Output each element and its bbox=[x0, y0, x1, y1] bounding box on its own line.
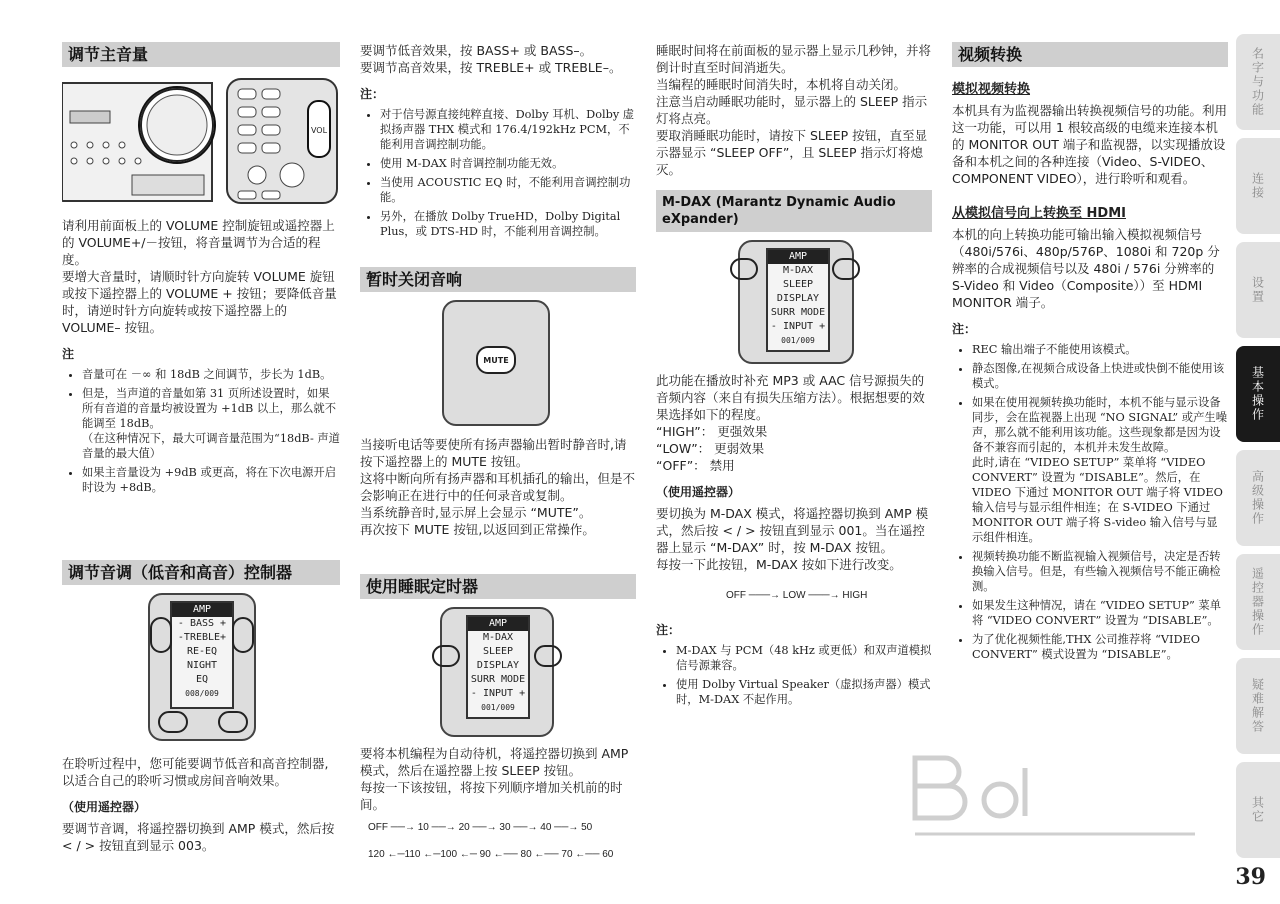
tone-notes bbox=[360, 107, 636, 239]
lcd-line: - BASS + bbox=[177, 618, 227, 629]
list-item: • M-DAX 与 PCM（48 kHz 或更低）和双声道模拟信号源兼容。 bbox=[676, 643, 932, 673]
tab-advanced-operation[interactable]: 高级操作 bbox=[1236, 450, 1280, 546]
sleep-sequence-top: OFF ──→ 10 ──→ 20 ──→ 30 ──→ 40 ──→ 50 bbox=[368, 822, 593, 833]
tone-note-heading: 注： bbox=[360, 87, 385, 101]
lcd-line: DISPLAY bbox=[776, 293, 820, 304]
mute-button-label: MUTE bbox=[483, 355, 509, 365]
lcd-line-amp: AMP bbox=[768, 250, 828, 264]
section-title-tone-control: 调节音调（低音和高音）控制器 bbox=[62, 560, 340, 585]
list-item: • 如果在使用视频转换功能时，本机不能与显示设备同步，会在监视器上出现 “NO SIGNAL” 或产生噪声，那么就不能利用该功能。这些现象都是因为设备不兼容而引起的，本机并未发生故障。 此时,请在 “VIDEO SETUP” 菜单将 “VIDEO CONVERT” 设置为 “DISABLE”。然后，在 VIDEO 下通过 MONITOR OUT 端子将 VIDEO 输入信号与显示组件相连；在 S-VIDEO 下通过 MONITOR OUT 端子将 S-video 输入信号与显示组件相连。 bbox=[972, 395, 1228, 545]
list-item: • 视频转换功能不断监视输入视频信号，决定是否转换输入信号。但是，有些输入视频信号不能正确检测。 bbox=[972, 549, 1228, 594]
tab-troubleshooting[interactable]: 疑难解答 bbox=[1236, 658, 1280, 754]
lcd-line-amp: AMP bbox=[172, 603, 232, 617]
mdax-paragraph: 此功能在播放时补充 MP3 或 AAC 信号源损失的音频内容（来自有损失压缩方法）。根据想要的效果选择如下的程度。 “HIGH”： 更强效果 “LOW”： 更弱效果 “OFF”： 禁用 bbox=[656, 373, 925, 473]
column-1 bbox=[62, 42, 340, 499]
highlight-left-button bbox=[730, 258, 758, 280]
lcd-line-amp: AMP bbox=[468, 617, 528, 631]
list-item: • 如果发生这种情况，请在 “VIDEO SETUP” 菜单将 “VIDEO CONVERT” 设置为 “DISABLE”。 bbox=[972, 598, 1228, 628]
list-item: • 如果主音量设为 +9dB 或更高，将在下次电源开启时设为 +8dB。 bbox=[82, 465, 340, 495]
highlight-left-button bbox=[432, 645, 460, 667]
section-title-mute: 暂时关闭音响 bbox=[360, 267, 636, 292]
tab-basic-operation[interactable]: 基本操作 bbox=[1236, 346, 1280, 442]
section-title-sleep: 使用睡眠定时器 bbox=[360, 574, 636, 599]
video-note-heading: 注： bbox=[952, 322, 977, 336]
section-title-mdax: M-DAX (Marantz Dynamic Audio eXpander) bbox=[656, 190, 932, 232]
remote-lcd bbox=[766, 248, 830, 352]
list-item: • 音量可在 －∞ 和 18dB 之间调节，步长为 1dB。 bbox=[82, 367, 340, 382]
remote-lcd bbox=[466, 615, 530, 719]
list-item: • 当使用 ACOUSTIC EQ 时，不能利用音调控制功能。 bbox=[380, 175, 636, 205]
mute-paragraph: 当接听电话等要使所有扬声器输出暂时静音时,请按下遥控器上的 MUTE 按钮。 这将中断向所有扬声器和耳机插孔的输出，但是不会影响正在进行中的任何录音或复制。 当系统静音时,显示屏上会显示 “MUTE”。 再次按下 MUTE 按钮,以返回到正常操作。 bbox=[360, 437, 636, 537]
sleep-sequence-bottom: 120 ←─110 ←─100 ←─ 90 ←── 80 ←── 70 ←── 60 bbox=[368, 849, 614, 860]
svg-text:VOL: VOL bbox=[310, 126, 328, 135]
list-item: • 另外，在播放 Dolby TrueHD，Dolby Digital Plus，或 DTS-HD 时，不能利用音调控制。 bbox=[380, 209, 636, 239]
main-volume-note-heading: 注 bbox=[62, 347, 75, 361]
list-item: • 对于信号源直接纯粹直接、Dolby 耳机、Dolby 虚拟扬声器 THX 模式和 176.4/192kHz PCM，不能利用音调控制功能。 bbox=[380, 107, 636, 152]
mdax-paragraph-2: 要切换为 M-DAX 模式，将遥控器切换到 AMP 模式，然后按 < / > 按钮直到显示 001。当在遥控器上显示 “M-DAX” 时，按 M-DAX 按钮。 每按一下此按钮，M-DAX 按如下进行改变。 bbox=[656, 506, 929, 572]
tab-other[interactable]: 其它 bbox=[1236, 762, 1280, 858]
analog-video-paragraph: 本机具有为监视器输出转换视频信号的功能。利用这一功能，可以用 1 根较高级的电缆来连接本机的 MONITOR OUT 端子和监视器，以实现播放设备和本机之间的各种连接（Video、S-VIDEO、COMPONENT VIDEO），进行聆听和观看。 bbox=[952, 103, 1228, 186]
main-volume-paragraph: 请利用前面板上的 VOLUME 控制旋钮或遥控器上的 VOLUME+/－按钮，将音量调节为合适的程度。 要增大音量时，请顺时针方向旋转 VOLUME 旋钮或按下遥控器上的 VOLUME + 按钮；要降低音量时，请逆时针方向旋转或按下遥控器上的VOLUME– 按钮。 bbox=[62, 218, 337, 335]
column-2-lower bbox=[360, 574, 636, 863]
highlight-right-button bbox=[534, 645, 562, 667]
lcd-line: EQ bbox=[195, 674, 209, 685]
lcd-line: DISPLAY bbox=[476, 660, 520, 671]
lcd-line: M-DAX bbox=[782, 265, 814, 276]
lcd-line: 008/009 bbox=[185, 689, 219, 698]
highlight-left-buttons bbox=[150, 617, 172, 653]
list-item: • REC 输出端子不能使用该模式。 bbox=[972, 342, 1228, 357]
highlight-prev-button bbox=[158, 711, 188, 733]
mute-button-highlight bbox=[476, 346, 516, 374]
lcd-line: SURR MODE bbox=[770, 307, 826, 318]
baidu-jingyan-watermark-logo bbox=[905, 738, 1205, 848]
lcd-line: RE-EQ bbox=[186, 646, 218, 657]
lcd-line: M-DAX bbox=[482, 632, 514, 643]
mute-remote-figure bbox=[360, 300, 636, 426]
tone-paragraph-2: 要调节音调，将遥控器切换到 AMP 模式，然后按 < / > 按钮直到显示 003。 bbox=[62, 821, 335, 853]
lcd-line: -TREBLE+ bbox=[177, 632, 227, 643]
list-item: • 使用 M-DAX 时音调控制功能无效。 bbox=[380, 156, 636, 171]
video-notes bbox=[952, 342, 1228, 662]
front-panel-and-remote-figure bbox=[62, 75, 340, 205]
tab-remote-operation[interactable]: 遥控器操作 bbox=[1236, 554, 1280, 650]
column-1-lower bbox=[62, 560, 340, 856]
tab-names-and-functions[interactable]: 名字与功能 bbox=[1236, 34, 1280, 130]
mdax-sequence: OFF ───→ LOW ───→ HIGH bbox=[726, 590, 868, 601]
mdax-subheading: （使用遥控器） bbox=[656, 485, 741, 499]
lcd-line: - INPUT + bbox=[770, 321, 826, 332]
lcd-line: SLEEP bbox=[482, 646, 514, 657]
mdax-notes bbox=[656, 643, 932, 707]
tab-setup[interactable]: 设置 bbox=[1236, 242, 1280, 338]
hdmi-upconvert-paragraph: 本机的向上转换功能可输出输入模拟视频信号（480i/576i、480p/576P、1080i 和 720p 分辨率的合成视频信号以及 480i / 576i 分辨率的 S-Video 和 Video（Composite））至 HDMI MONITOR 端子。 bbox=[952, 227, 1220, 310]
list-item: • 使用 Dolby Virtual Speaker（虚拟扬声器）模式时，M-DAX 不起作用。 bbox=[676, 677, 932, 707]
tab-connections[interactable]: 连接 bbox=[1236, 138, 1280, 234]
page-number: 39 bbox=[1235, 864, 1266, 890]
list-item: • 但是，当声道的音量如第 31 页所述设置时，如果所有音道的音量均被设置为 +1dB 以上，那么就不能调至 18dB。 （在这种情况下，最大可调音量范围为“18dB- 声道音量的最大值） bbox=[82, 386, 340, 461]
lcd-line: SLEEP bbox=[782, 279, 814, 290]
list-item: • 静态图像,在视频合成设备上快进或快倒不能使用该模式。 bbox=[972, 361, 1228, 391]
lcd-line: NIGHT bbox=[186, 660, 218, 671]
sleep-continued-paragraph: 睡眠时间将在前面板的显示器上显示几秒钟，并将倒计时直至时间消逝失。 当编程的睡眠时间消失时，本机将自动关闭。 注意当启动睡眠功能时，显示器上的 SLEEP 指示灯将点亮。 要取消睡眠功能时，请按下 SLEEP 按钮，直至显示器显示 “SLEEP OFF”，且 SLEEP 指示灯将熄灭。 bbox=[656, 43, 932, 177]
lcd-line: - INPUT + bbox=[470, 688, 526, 699]
sleep-remote-figure bbox=[360, 607, 636, 737]
volume-illustration bbox=[62, 75, 340, 205]
sleep-paragraph: 要将本机编程为自动待机，将遥控器切换到 AMP 模式，然后在遥控器上按 SLEEP 按钮。 每按一下该按钮，将按下列顺序增加关机前的时间。 bbox=[360, 746, 629, 812]
main-volume-notes bbox=[62, 367, 340, 495]
column-3 bbox=[656, 42, 932, 711]
mdax-note-heading: 注： bbox=[656, 623, 681, 637]
tone-remote-figure bbox=[62, 593, 340, 743]
column-4 bbox=[952, 42, 1228, 666]
highlight-right-buttons bbox=[232, 617, 254, 653]
highlight-next-button bbox=[218, 711, 248, 733]
highlight-right-button bbox=[832, 258, 860, 280]
lcd-line: 001/009 bbox=[781, 336, 815, 345]
bass-treble-paragraph: 要调节低音效果，按 BASS+ 或 BASS–。 要调节高音效果，按 TREBLE+ 或 TREBLE–。 bbox=[360, 43, 622, 75]
mdax-remote-figure bbox=[656, 240, 932, 364]
subtitle-analog-video: 模拟视频转换 bbox=[952, 82, 1031, 97]
tone-subheading: （使用遥控器） bbox=[62, 800, 147, 814]
tone-paragraph: 在聆听过程中，您可能要调节低音和高音控制器,以适合自己的聆听习惯或房间音响效果。 bbox=[62, 756, 329, 788]
lcd-line: 001/009 bbox=[481, 703, 515, 712]
remote-lcd bbox=[170, 601, 234, 709]
lcd-line: SURR MODE bbox=[470, 674, 526, 685]
column-2 bbox=[360, 42, 636, 540]
section-title-main-volume: 调节主音量 bbox=[62, 42, 340, 67]
section-title-video-conversion: 视频转换 bbox=[952, 42, 1228, 67]
subtitle-hdmi-upconvert: 从模拟信号向上转换至 HDMI bbox=[952, 206, 1126, 221]
list-item: • 为了优化视频性能,THX 公司推荐将 “VIDEO CONVERT” 模式设置为 “DISABLE”。 bbox=[972, 632, 1228, 662]
